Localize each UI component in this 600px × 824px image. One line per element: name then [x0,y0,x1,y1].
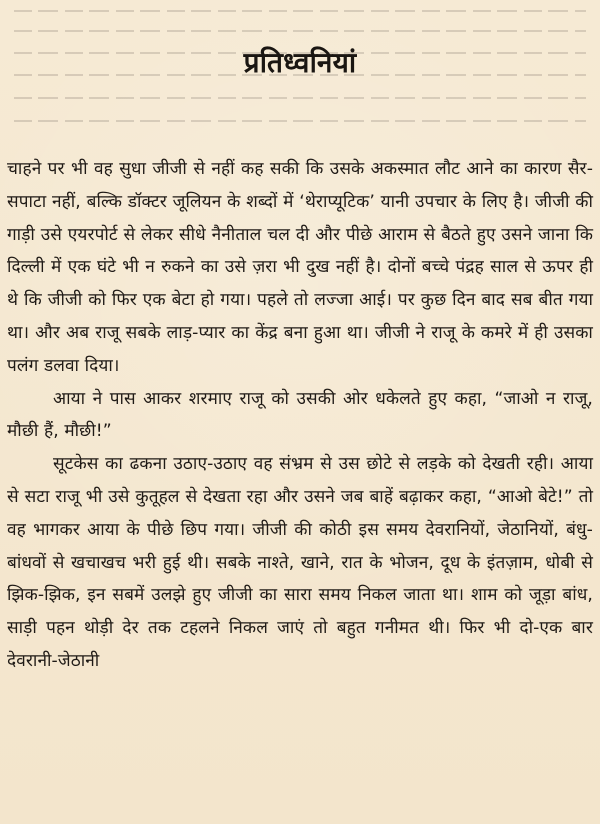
paragraph-2: आया ने पास आकर शरमाए राजू को उसकी ओर धकेलते हुए कहा, “जाओ न राजू, मौछी हैं, मौछी!” [7,388,593,442]
paragraph-3: सूटकेस का ढकना उठाए-उठाए वह संभ्रम से उस छोटे से लड़के को देखती रही। आया से सटा राजू भी उसे कुतूहल से देखता रहा और उसने जब बाहें बढ़ाकर कहा, “आओ बेटे!” तो वह भागकर आया के पीछे छिप गया। जीजी की कोठी इस समय देवरानियों, जेठानियों, बंधु-बांधवों से खचाखच भरी हुई थी। सबके नाश्ते, खाने, रात के भोजन, दूध के इंतज़ाम, धोबी से झिक-झिक, इन सबमें उलझे हुए जीजी का सारा समय निकल जाता था। शाम को जूड़ा बांध, साड़ी पहन थोड़ी देर तक टहलने निकल जाएं तो बहुत गनीमत थी। फिर भी दो-एक बार देवरानी-जेठानी [7,454,593,671]
paragraph-1: चाहने पर भी वह सुधा जीजी से नहीं कह सकी कि उसके अकस्मात लौट आने का कारण सैर-सपाटा नहीं, बल्कि डॉक्टर जूलियन के शब्दों में ‘थेराप्यूटिक’ यानी उपचार के लिए है। जीजी की गाड़ी उसे एयरपोर्ट से लेकर सीधे नैनीताल चल दी और पीछे आराम से बैठते हुए उसने जाना कि दिल्ली में एक घंटे भी न रुकने का उसे ज़रा भी दुख नहीं है। दोनों बच्चे पंद्रह साल से ऊपर ही थे कि जीजी को फिर एक बेटा हो गया। पहले तो लज्जा आई। पर कुछ दिन बाद सब बीत गया था। और अब राजू सबके लाड़-प्यार का केंद्र बना हुआ था। जीजी ने राजू के कमरे में ही उसका पलंग डलवा दिया। [7,159,593,376]
bleed-through-line [14,10,586,12]
page-title: प्रतिध्वनियां [243,45,357,79]
bleed-through-line [14,30,586,32]
bleed-through-line [14,120,586,122]
body-text [7,153,593,678]
bleed-through-line [14,97,586,99]
